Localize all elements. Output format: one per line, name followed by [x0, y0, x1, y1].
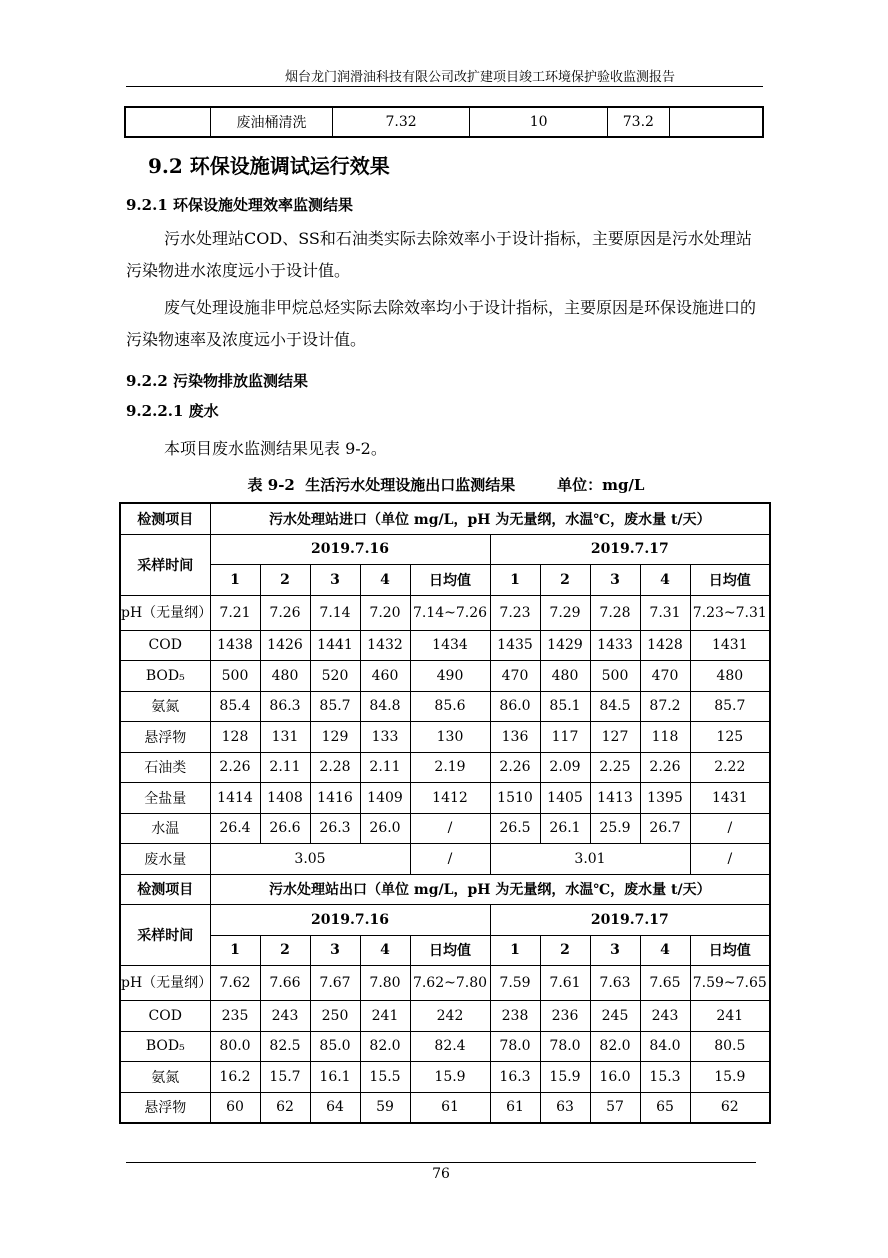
subsubsection-heading: 9.2.2.1 废水: [126, 402, 219, 420]
value-cell: 7.23~7.31: [690, 595, 770, 630]
value-cell: 26.7: [640, 813, 690, 844]
value-cell: 15.9: [410, 1062, 490, 1093]
table-cell: 10: [470, 107, 608, 137]
date-header: 2019.7.17: [490, 905, 770, 936]
value-cell: 1438: [210, 630, 260, 661]
subsection-heading: 9.2.1 环保设施处理效率监测结果: [126, 196, 353, 214]
value-cell: 2.26: [210, 752, 260, 783]
value-cell: 84.5: [590, 691, 640, 722]
value-cell: 2.22: [690, 752, 770, 783]
value-cell: 136: [490, 722, 540, 753]
value-cell: 7.26: [260, 595, 310, 630]
table-row: [120, 630, 770, 661]
value-cell: 84.8: [360, 691, 410, 722]
block-title: 污水处理站出口（单位 mg/L，pH 为无量纲，水温℃，废水量 t/天）: [210, 874, 770, 905]
value-cell: 243: [640, 1001, 690, 1032]
paragraph: 本项目废水监测结果见表 9-2。: [164, 439, 387, 458]
table-row: [120, 783, 770, 814]
value-cell: /: [410, 844, 490, 875]
parameter-name: BOD₅: [120, 661, 210, 692]
parameter-name: 水温: [120, 813, 210, 844]
value-cell: 80.5: [690, 1031, 770, 1062]
table-row: [120, 1062, 770, 1093]
value-cell: /: [410, 813, 490, 844]
report-header-title: 烟台龙门润滑油科技有限公司改扩建项目竣工环境保护验收监测报告: [284, 70, 675, 85]
value-cell: 82.5: [260, 1031, 310, 1062]
value-cell: 7.61: [540, 966, 590, 1001]
value-cell: 85.0: [310, 1031, 360, 1062]
value-cell: 62: [690, 1092, 770, 1123]
value-cell: 238: [490, 1001, 540, 1032]
value-cell: 490: [410, 661, 490, 692]
value-cell: 2.11: [360, 752, 410, 783]
parameter-name: 石油类: [120, 752, 210, 783]
parameter-name: 全盐量: [120, 783, 210, 814]
paragraph: 废气处理设施非甲烷总烃实际去除效率均小于设计指标，主要原因是环保设施进口的污染物速率及浓度远小于设计值。: [126, 298, 757, 349]
value-cell: 7.21: [210, 595, 260, 630]
value-cell: 7.59~7.65: [690, 966, 770, 1001]
value-cell: 65: [640, 1092, 690, 1123]
value-cell: 15.9: [540, 1062, 590, 1093]
block-title: 污水处理站进口（单位 mg/L，pH 为无量纲，水温℃，废水量 t/天）: [210, 503, 770, 534]
table-row: [120, 722, 770, 753]
header-divider: [126, 86, 763, 87]
value-cell: 7.80: [360, 966, 410, 1001]
value-cell: 1426: [260, 630, 310, 661]
value-cell: 2.25: [590, 752, 640, 783]
value-cell: 480: [260, 661, 310, 692]
table-row: [120, 595, 770, 630]
value-cell: 59: [360, 1092, 410, 1123]
value-cell: 60: [210, 1092, 260, 1123]
value-cell: 127: [590, 722, 640, 753]
value-cell: 80.0: [210, 1031, 260, 1062]
table-row: [120, 1092, 770, 1123]
table-row: [120, 1031, 770, 1062]
column-header: 1: [490, 935, 540, 966]
value-cell: 85.7: [690, 691, 770, 722]
value-cell: 2.09: [540, 752, 590, 783]
value-cell: 1434: [410, 630, 490, 661]
value-cell: 245: [590, 1001, 640, 1032]
footer-divider: [126, 1162, 756, 1163]
value-cell: 15.5: [360, 1062, 410, 1093]
value-cell: 236: [540, 1001, 590, 1032]
parameter-name: COD: [120, 1001, 210, 1032]
value-cell: 1405: [540, 783, 590, 814]
table-cell: 废油桶清洗: [211, 107, 333, 137]
value-cell: 1510: [490, 783, 540, 814]
column-header: 3: [310, 935, 360, 966]
value-cell: 131: [260, 722, 310, 753]
monitoring-table: [119, 502, 771, 1124]
table-cell: [125, 107, 211, 137]
value-cell: 480: [540, 661, 590, 692]
value-cell: 85.6: [410, 691, 490, 722]
subsection-heading: 9.2.2 污染物排放监测结果: [126, 372, 308, 390]
value-cell: 3.05: [210, 844, 410, 875]
column-header: 1: [210, 565, 260, 596]
table-row: [120, 935, 770, 966]
value-cell: 1413: [590, 783, 640, 814]
value-cell: 7.65: [640, 966, 690, 1001]
value-cell: 78.0: [540, 1031, 590, 1062]
value-cell: 2.11: [260, 752, 310, 783]
value-cell: 16.1: [310, 1062, 360, 1093]
value-cell: 26.0: [360, 813, 410, 844]
column-header: 3: [590, 935, 640, 966]
value-cell: 84.0: [640, 1031, 690, 1062]
parameter-name: pH（无量纲）: [120, 966, 210, 1001]
parameter-name: BOD₅: [120, 1031, 210, 1062]
value-cell: 7.14~7.26: [410, 595, 490, 630]
value-cell: 125: [690, 722, 770, 753]
page-number: 76: [432, 1166, 450, 1182]
value-cell: 1428: [640, 630, 690, 661]
value-cell: 235: [210, 1001, 260, 1032]
value-cell: 2.28: [310, 752, 360, 783]
column-header: 1: [490, 565, 540, 596]
table-row: [120, 874, 770, 905]
value-cell: 1408: [260, 783, 310, 814]
column-header: 3: [310, 565, 360, 596]
value-cell: 1432: [360, 630, 410, 661]
value-cell: 480: [690, 661, 770, 692]
value-cell: 15.7: [260, 1062, 310, 1093]
column-header: 4: [640, 935, 690, 966]
header-cell: 检测项目: [120, 874, 210, 905]
header-cell: 检测项目: [120, 503, 210, 534]
column-header: 日均值: [690, 935, 770, 966]
value-cell: 460: [360, 661, 410, 692]
date-header: 2019.7.16: [210, 905, 490, 936]
value-cell: 1429: [540, 630, 590, 661]
value-cell: 61: [410, 1092, 490, 1123]
column-header: 2: [260, 565, 310, 596]
column-header: 日均值: [410, 935, 490, 966]
value-cell: 470: [640, 661, 690, 692]
value-cell: 7.67: [310, 966, 360, 1001]
parameter-name: 氨氮: [120, 691, 210, 722]
value-cell: 15.9: [690, 1062, 770, 1093]
table-row: [120, 813, 770, 844]
value-cell: 7.23: [490, 595, 540, 630]
table-row: [120, 966, 770, 1001]
table-cell: [669, 107, 763, 137]
value-cell: 85.4: [210, 691, 260, 722]
header-cell: 采样时间: [120, 534, 210, 595]
value-cell: 7.14: [310, 595, 360, 630]
value-cell: 7.29: [540, 595, 590, 630]
value-cell: 57: [590, 1092, 640, 1123]
table-cell: 73.2: [607, 107, 669, 137]
value-cell: 241: [360, 1001, 410, 1032]
value-cell: 243: [260, 1001, 310, 1032]
value-cell: 7.66: [260, 966, 310, 1001]
value-cell: 7.20: [360, 595, 410, 630]
value-cell: 2.19: [410, 752, 490, 783]
table-row: [120, 691, 770, 722]
value-cell: 130: [410, 722, 490, 753]
value-cell: 117: [540, 722, 590, 753]
value-cell: 15.3: [640, 1062, 690, 1093]
column-header: 日均值: [410, 565, 490, 596]
value-cell: 82.0: [360, 1031, 410, 1062]
date-header: 2019.7.16: [210, 534, 490, 565]
value-cell: 63: [540, 1092, 590, 1123]
value-cell: 16.2: [210, 1062, 260, 1093]
parameter-name: 氨氮: [120, 1062, 210, 1093]
value-cell: 1431: [690, 630, 770, 661]
value-cell: 7.31: [640, 595, 690, 630]
value-cell: 520: [310, 661, 360, 692]
value-cell: 128: [210, 722, 260, 753]
value-cell: 118: [640, 722, 690, 753]
column-header: 4: [640, 565, 690, 596]
column-header: 2: [260, 935, 310, 966]
value-cell: 86.0: [490, 691, 540, 722]
value-cell: 7.28: [590, 595, 640, 630]
parameter-name: 废水量: [120, 844, 210, 875]
value-cell: 86.3: [260, 691, 310, 722]
table-row: [120, 752, 770, 783]
value-cell: 85.1: [540, 691, 590, 722]
table-row: [120, 534, 770, 565]
parameter-name: COD: [120, 630, 210, 661]
paragraph: 污水处理站COD、SS和石油类实际去除效率小于设计指标，主要原因是污水处理站污染物进水浓度远小于设计值。: [126, 229, 752, 280]
value-cell: 1395: [640, 783, 690, 814]
value-cell: 7.62~7.80: [410, 966, 490, 1001]
column-header: 4: [360, 565, 410, 596]
column-header: 3: [590, 565, 640, 596]
value-cell: 500: [210, 661, 260, 692]
value-cell: 62: [260, 1092, 310, 1123]
value-cell: 1409: [360, 783, 410, 814]
continued-table: [124, 106, 764, 138]
value-cell: 242: [410, 1001, 490, 1032]
value-cell: 26.4: [210, 813, 260, 844]
value-cell: 16.0: [590, 1062, 640, 1093]
value-cell: 61: [490, 1092, 540, 1123]
value-cell: 82.0: [590, 1031, 640, 1062]
value-cell: 1433: [590, 630, 640, 661]
value-cell: 470: [490, 661, 540, 692]
value-cell: 241: [690, 1001, 770, 1032]
value-cell: 7.63: [590, 966, 640, 1001]
value-cell: 129: [310, 722, 360, 753]
table-row: [120, 661, 770, 692]
date-header: 2019.7.17: [490, 534, 770, 565]
parameter-name: 悬浮物: [120, 1092, 210, 1123]
table-cell: 7.32: [332, 107, 470, 137]
header-cell: 采样时间: [120, 905, 210, 966]
column-header: 2: [540, 565, 590, 596]
value-cell: 7.62: [210, 966, 260, 1001]
column-header: 1: [210, 935, 260, 966]
value-cell: 500: [590, 661, 640, 692]
value-cell: 1431: [690, 783, 770, 814]
value-cell: 26.3: [310, 813, 360, 844]
table-row: [120, 1001, 770, 1032]
value-cell: 25.9: [590, 813, 640, 844]
value-cell: 82.4: [410, 1031, 490, 1062]
value-cell: 3.01: [490, 844, 690, 875]
value-cell: 250: [310, 1001, 360, 1032]
value-cell: /: [690, 844, 770, 875]
table-caption: 表 9-2 生活污水处理设施出口监测结果 单位：mg/L: [247, 476, 645, 494]
value-cell: 26.6: [260, 813, 310, 844]
section-heading: 9.2 环保设施调试运行效果: [148, 154, 390, 178]
value-cell: 78.0: [490, 1031, 540, 1062]
column-header: 4: [360, 935, 410, 966]
column-header: 2: [540, 935, 590, 966]
column-header: 日均值: [690, 565, 770, 596]
value-cell: 7.59: [490, 966, 540, 1001]
value-cell: 1414: [210, 783, 260, 814]
parameter-name: pH（无量纲）: [120, 595, 210, 630]
value-cell: 2.26: [640, 752, 690, 783]
table-row: [120, 844, 770, 875]
value-cell: 1412: [410, 783, 490, 814]
table-row: [120, 503, 770, 534]
value-cell: 85.7: [310, 691, 360, 722]
value-cell: 1416: [310, 783, 360, 814]
value-cell: 26.5: [490, 813, 540, 844]
value-cell: 64: [310, 1092, 360, 1123]
value-cell: 1435: [490, 630, 540, 661]
value-cell: 16.3: [490, 1062, 540, 1093]
value-cell: 87.2: [640, 691, 690, 722]
value-cell: 2.26: [490, 752, 540, 783]
table-row: [125, 107, 763, 137]
value-cell: 26.1: [540, 813, 590, 844]
value-cell: 133: [360, 722, 410, 753]
value-cell: /: [690, 813, 770, 844]
parameter-name: 悬浮物: [120, 722, 210, 753]
value-cell: 1441: [310, 630, 360, 661]
table-row: [120, 905, 770, 936]
table-row: [120, 565, 770, 596]
